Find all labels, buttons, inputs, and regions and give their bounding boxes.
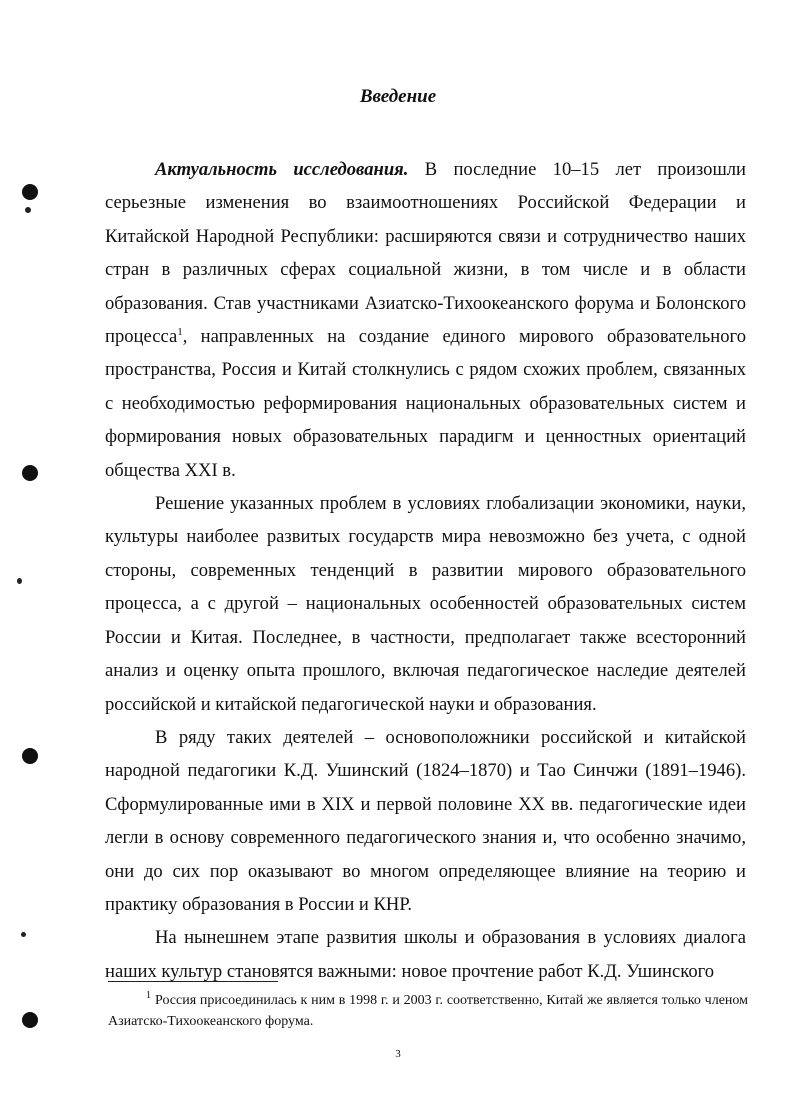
- scan-speck: [21, 932, 26, 937]
- footnote-reference[interactable]: 1: [177, 325, 183, 338]
- body-text: [105, 153, 746, 988]
- page-number: 3: [395, 1048, 401, 1060]
- paragraph-text-continued: , направленных на создание единого мирового образовательного пространства, Россия и Китай столкнулись с рядом схожих проблем, связанных с необходимостью реформирования национальных образовательных систем и формирования новых образовательных парадигм и ценностных ориентаций общества XXI в.: [105, 326, 746, 481]
- footnote-text: Россия присоединилась к ним в 1998 г. и 2003 г. соответственно, Китай же является только членом Азиатско-Тихоокеанского форума.: [108, 993, 748, 1029]
- paragraph-2: Решение указанных проблем в условиях глобализации экономики, науки, культуры наиболее развитых государств мира невозможно без учета, с одной стороны, современных тенденций в развитии мирового образовательного процесса, а с другой – национальных особенностей образовательных систем России и Китая. Последнее, в частности, предполагает также всесторонний анализ и оценку опыта прошлого, включая педагогическое наследие деятелей российской и китайской педагогической науки и образования.: [105, 493, 746, 715]
- paragraph-text: В последние 10–15 лет произошли серьезные изменения во взаимоотношениях Российской Федерации и Китайской Народной Республики: расширяются связи и сотрудничество наших стран в различных сферах социальной жизни, в том числе и в области образования. Став участниками Азиатско-Тихоокеанского форума и Болонского процесса: [105, 159, 747, 348]
- binder-hole-2: [22, 465, 38, 481]
- paragraph-1: [105, 153, 746, 487]
- footnote-mark: 1: [146, 990, 151, 1002]
- paragraph-3: В ряду таких деятелей – основоположники российской и китайской народной педагогики К.Д. Ушинский (1824–1870) и Тао Синчжи (1891–1946). Сформулированные ими в XIX и первой половине XX вв. педагогические идеи легли в основу современного педагогического знания и, что особенно значимо, они до сих пор оказывают во многом определяющее влияние на теорию и практику образования в России и КНР.: [105, 726, 746, 915]
- binder-hole-1: [22, 184, 38, 200]
- binder-hole-4: [22, 1012, 38, 1028]
- footnote-divider: [108, 981, 278, 982]
- section-title: Введение: [359, 86, 437, 107]
- footnote: [108, 990, 748, 1032]
- scan-speck: [25, 207, 31, 213]
- scan-speck: [17, 578, 22, 584]
- paragraph-4: На нынешнем этапе развития школы и образования в условиях диалога наших культур становятся важными: новое прочтение работ К.Д. Ушинского: [105, 927, 746, 982]
- paragraph-lead: Актуальность исследования.: [155, 159, 409, 180]
- binder-hole-3: [22, 748, 38, 764]
